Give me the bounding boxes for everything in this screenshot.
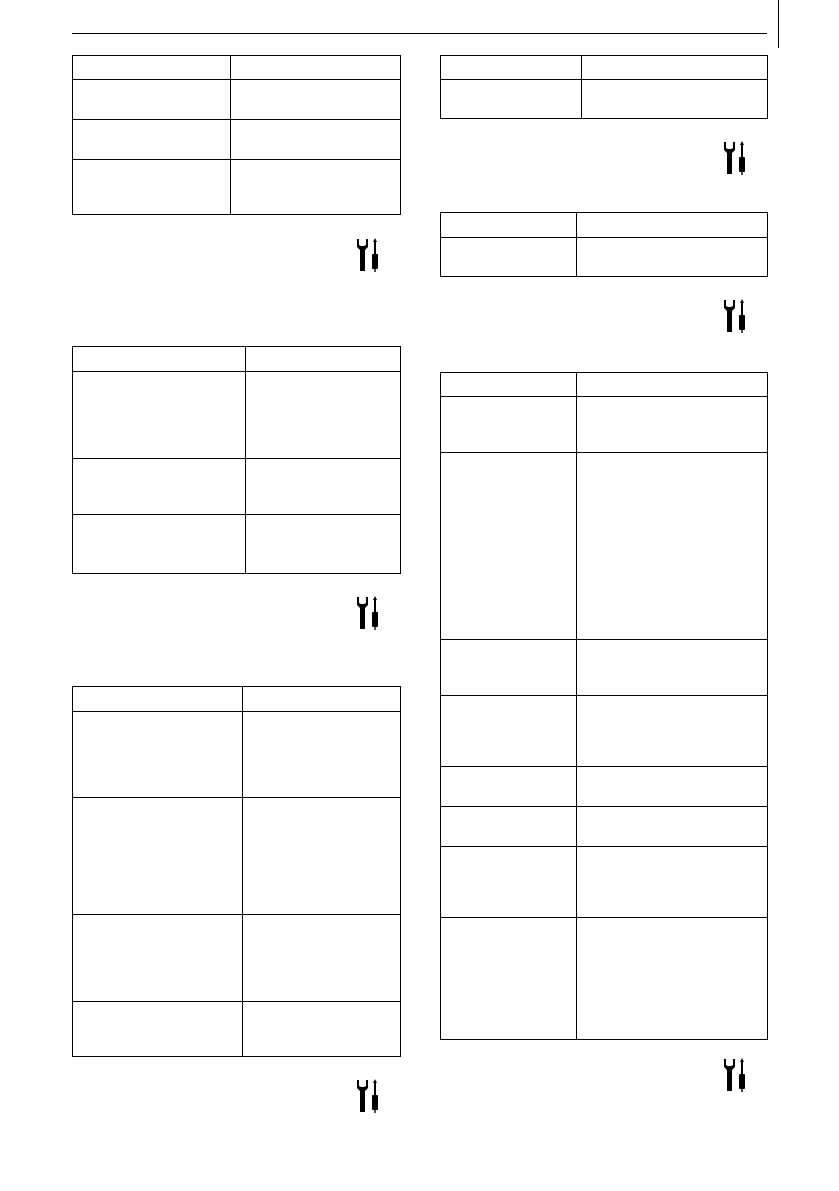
table-row-divider [441, 766, 767, 767]
table-row-divider [73, 914, 400, 915]
table-column-divider [230, 56, 231, 214]
table-column-divider [242, 687, 243, 1056]
table-row-divider [441, 452, 767, 453]
table-row-divider [441, 846, 767, 847]
table-right-3 [440, 372, 768, 1040]
top-rule [72, 33, 767, 34]
table-row-divider [73, 1001, 400, 1002]
tools-icon [355, 237, 385, 273]
table-row-divider [73, 119, 400, 120]
table-left-2 [72, 346, 401, 574]
table-row-divider [441, 806, 767, 807]
table-header-divider [441, 396, 767, 397]
table-header-divider [441, 79, 767, 80]
table-header-divider [73, 371, 400, 372]
table-left-3 [72, 686, 401, 1057]
table-column-divider [576, 373, 577, 1039]
table-column-divider [581, 56, 582, 118]
tools-icon [355, 595, 385, 631]
tools-icon [722, 140, 752, 176]
table-header-divider [73, 711, 400, 712]
table-column-divider [576, 213, 577, 276]
table-row-divider [441, 639, 767, 640]
table-column-divider [245, 347, 246, 573]
table-row-divider [441, 695, 767, 696]
table-row-divider [73, 797, 400, 798]
table-row-divider [441, 917, 767, 918]
tools-icon [355, 1078, 385, 1114]
tools-icon [722, 298, 752, 334]
table-left-1 [72, 55, 401, 215]
table-right-2 [440, 212, 768, 277]
table-header-divider [441, 237, 767, 238]
table-row-divider [73, 159, 400, 160]
table-right-1 [440, 55, 768, 119]
tools-icon [722, 1057, 752, 1093]
table-header-divider [73, 79, 400, 80]
table-row-divider [73, 458, 400, 459]
crop-mark [778, 0, 779, 48]
table-row-divider [73, 514, 400, 515]
